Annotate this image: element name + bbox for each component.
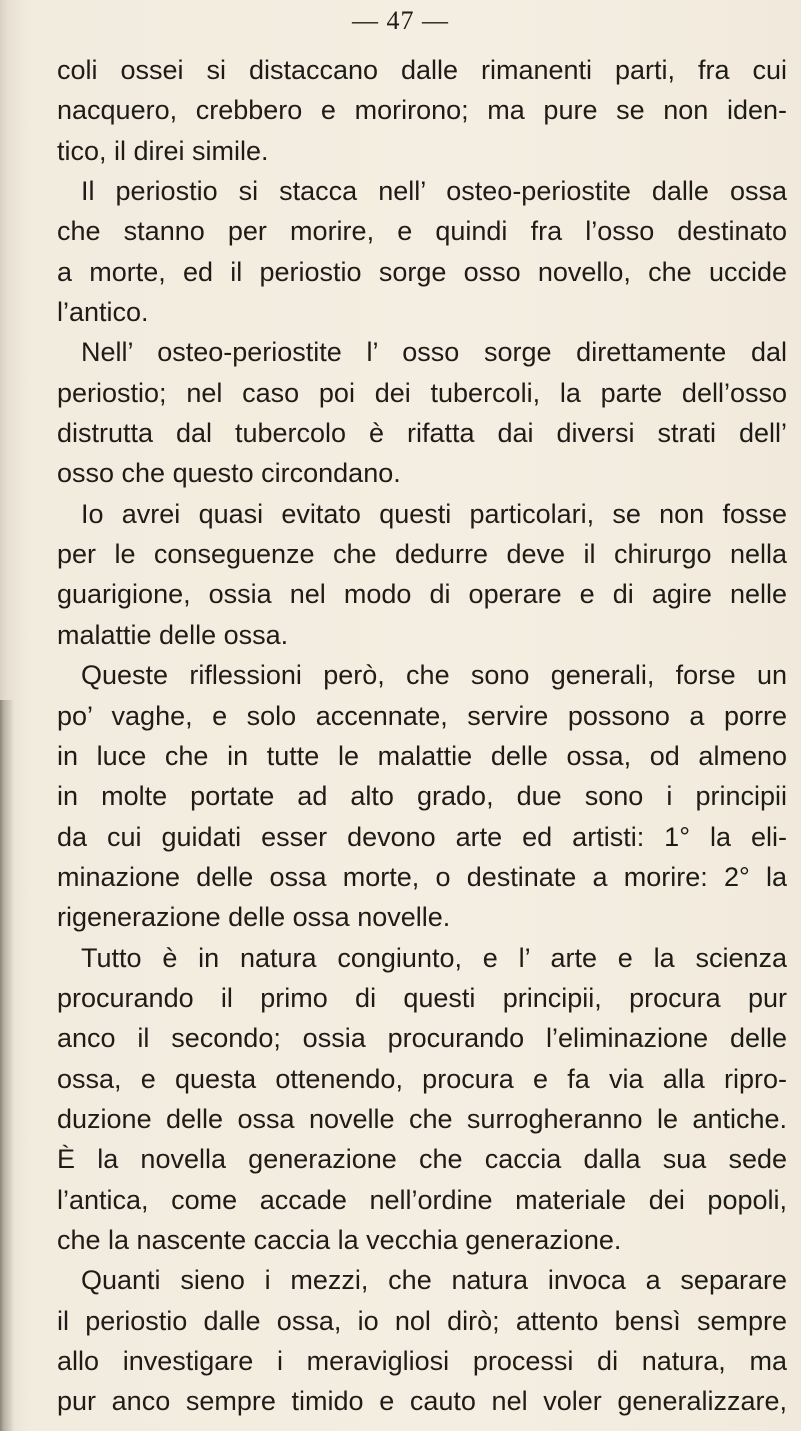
text-line: l’antica, come accade nell’ordine materiale dei popoli, xyxy=(57,1184,787,1215)
text-line: nacquero, crebbero e morirono; ma pure se non iden- xyxy=(57,95,787,126)
text-line: po’ vaghe, e solo accennate, servire possono a porre xyxy=(57,700,787,731)
page-edge-shadow xyxy=(0,700,14,1431)
text-line: ossa, e questa ottenendo, procura e fa via alla ripro- xyxy=(57,1063,787,1094)
text-line: È la novella generazione che caccia dalla sua sede xyxy=(57,1144,787,1175)
text-line: malattie delle ossa. xyxy=(57,619,289,650)
body-text xyxy=(57,50,787,1422)
text-line: guarigione, ossia nel modo di operare e di agire nelle xyxy=(57,579,787,610)
text-line: in molte portate ad alto grado, due sono i principii xyxy=(57,781,787,812)
text-line: distrutta dal tubercolo è rifatta dai diversi strati dell’ xyxy=(57,418,787,449)
text-line: che stanno per morire, e quindi fra l’osso destinato xyxy=(57,216,787,247)
text-line: pur anco sempre timido e cauto nel voler generalizzare, xyxy=(57,1386,787,1417)
text-line: il periostio dalle ossa, io nol dirò; attento bensì sempre xyxy=(57,1305,787,1336)
text-line: allo investigare i meravigliosi processi di natura, ma xyxy=(57,1346,787,1376)
text-line: Queste riflessioni però, che sono generali, forse un xyxy=(81,660,787,691)
text-line: duzione delle ossa novelle che surrogheranno le antiche. xyxy=(57,1103,787,1134)
text-line: coli ossei si distaccano dalle rimanenti parti, fra cui xyxy=(57,55,787,85)
text-line: minazione delle ossa morte, o destinate a morire: 2° la xyxy=(57,861,787,892)
text-line: l’antico. xyxy=(57,297,149,328)
text-line: che la nascente caccia la vecchia generazione. xyxy=(57,1224,622,1255)
text-line: osso che questo circondano. xyxy=(57,458,401,489)
text-line: per le conseguenze che dedurre deve il chirurgo nella xyxy=(57,539,787,570)
text-line: da cui guidati esser devono arte ed artisti: 1° la eli- xyxy=(57,821,787,852)
text-line: Tutto è in natura congiunto, e l’ arte e la scienza xyxy=(81,942,787,973)
text-line: anco il secondo; ossia procurando l’eliminazione delle xyxy=(57,1023,787,1054)
text-line: Nell’ osteo-periostite l’ osso sorge direttamente dal xyxy=(81,337,787,368)
text-line: Io avrei quasi evitato questi particolari, se non fosse xyxy=(81,498,787,529)
text-line: a morte, ed il periostio sorge osso novello, che uccide xyxy=(57,256,787,287)
text-line: procurando il primo di questi principii, procura pur xyxy=(57,982,787,1013)
page-number-header: — 47 — xyxy=(352,6,449,35)
text-line: periostio; nel caso poi dei tubercoli, la parte dell’osso xyxy=(57,377,787,408)
text-line: Il periostio si stacca nell’ osteo-periostite dalle ossa xyxy=(81,176,787,207)
text-line: in luce che in tutte le malattie delle ossa, od almeno xyxy=(57,740,787,771)
text-line: Quanti sieno i mezzi, che natura invoca a separare xyxy=(81,1265,787,1296)
text-line: tico, il direi simile. xyxy=(57,135,269,166)
text-line: rigenerazione delle ossa novelle. xyxy=(57,902,451,933)
